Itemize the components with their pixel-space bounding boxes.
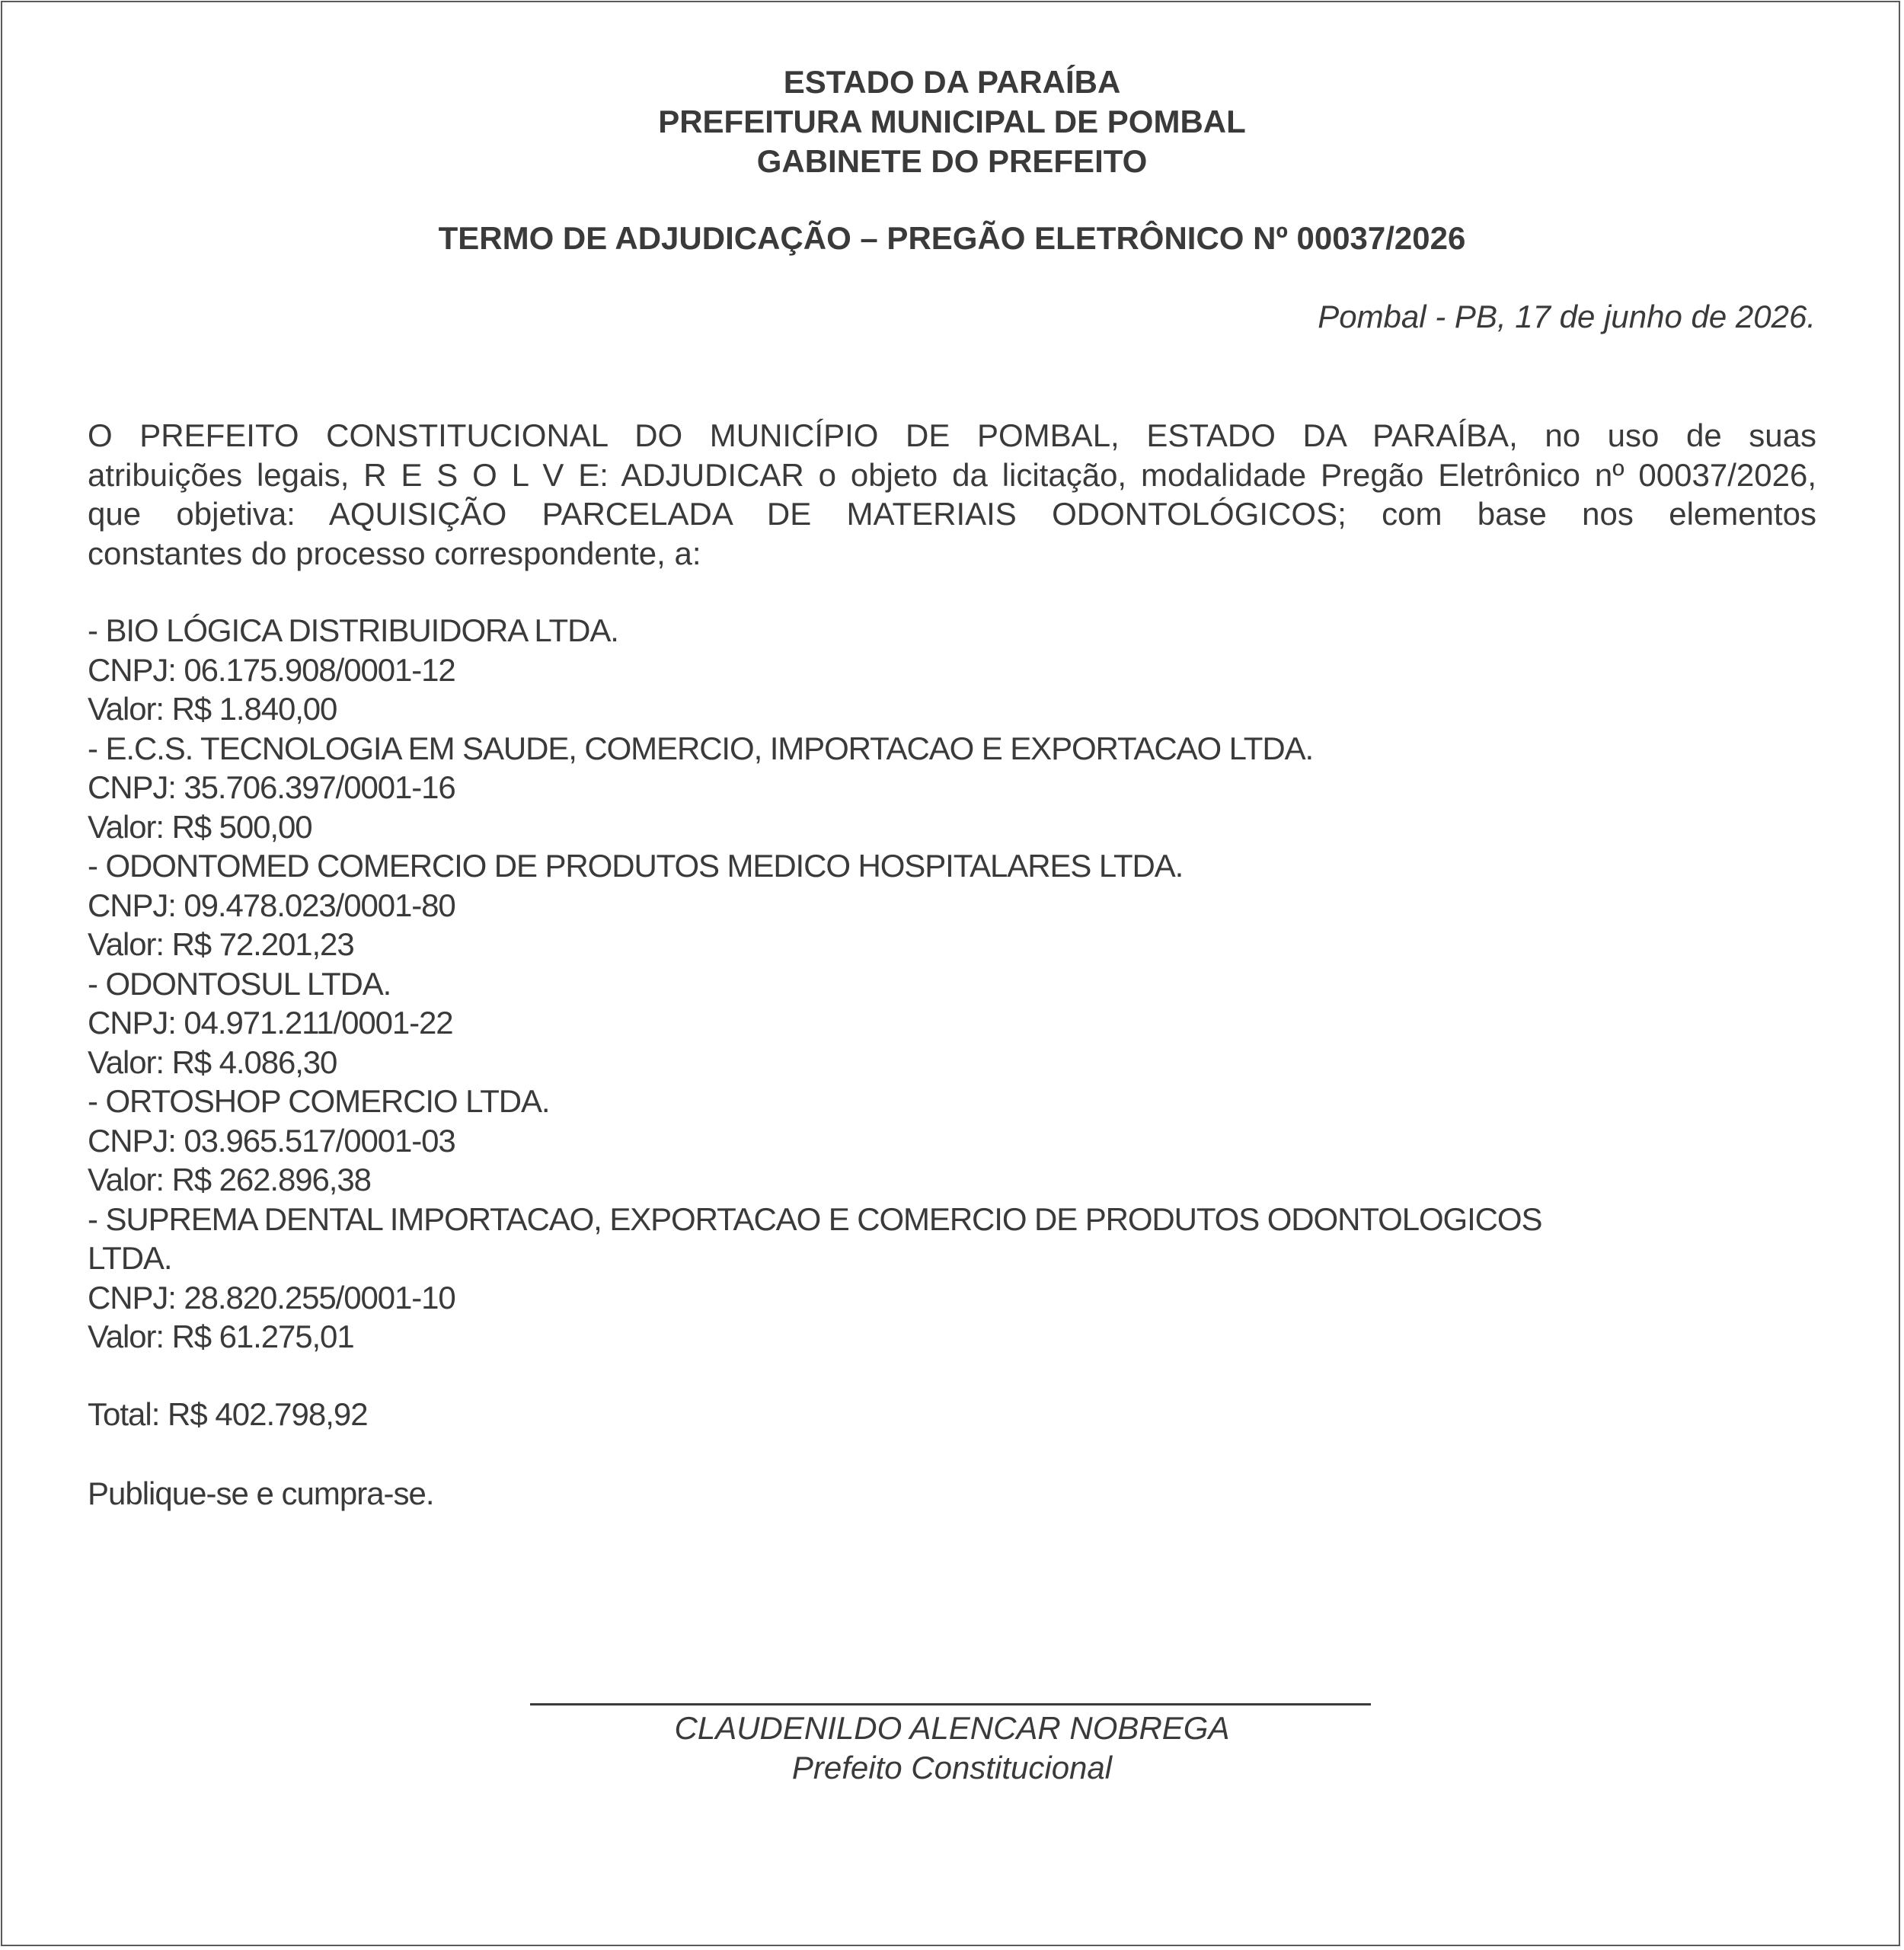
company-name: - ORTOSHOP COMERCIO LTDA. (88, 1083, 550, 1119)
resolution-paragraph (88, 416, 1816, 573)
header-gabinete: GABINETE DO PREFEITO (756, 143, 1148, 179)
document-title: TERMO DE ADJUDICAÇÃO – PREGÃO ELETRÔNICO Nº 00037/2026 (438, 220, 1466, 256)
header-prefeitura: PREFEITURA MUNICIPAL DE POMBAL (658, 104, 1246, 139)
company-name-continued: LTDA. (88, 1240, 172, 1276)
total-value: Total: R$ 402.798,92 (88, 1396, 368, 1432)
signatory-role: Prefeito Constitucional (791, 1750, 1113, 1785)
company-cnpj: CNPJ: 06.175.908/0001-12 (88, 651, 455, 688)
document-header (0, 62, 1904, 181)
company-name: - ODONTOMED COMERCIO DE PRODUTOS MEDICO HOSPITALARES LTDA. (88, 848, 1184, 884)
company-value: Valor: R$ 262.896,38 (88, 1162, 371, 1197)
company-name: - SUPREMA DENTAL IMPORTACAO, EXPORTACAO E COMERCIO DE PRODUTOS ODONTOLOGICOS (88, 1200, 1542, 1237)
company-value: Valor: R$ 61.275,01 (88, 1319, 354, 1354)
signature-line (530, 1703, 1371, 1705)
paragraph-line: atribuições legais, R E S O L V E: ADJUDICAR o objeto da licitação, modalidade Pregão Eletrônico nº 00037/2026, (88, 456, 1816, 493)
company-cnpj: CNPJ: 28.820.255/0001-10 (88, 1279, 455, 1315)
company-cnpj: CNPJ: 04.971.211/0001-22 (88, 1005, 453, 1041)
company-name: - ODONTOSUL LTDA. (88, 965, 391, 1002)
company-name: - BIO LÓGICA DISTRIBUIDORA LTDA. (88, 612, 618, 648)
adjudicated-companies-list (88, 611, 1816, 1357)
company-cnpj: CNPJ: 09.478.023/0001-80 (88, 887, 455, 923)
paragraph-line: O PREFEITO CONSTITUCIONAL DO MUNICÍPIO DE POMBAL, ESTADO DA PARAÍBA, no uso de suas (88, 417, 1816, 453)
company-cnpj: CNPJ: 03.965.517/0001-03 (88, 1122, 455, 1159)
signatory-name: CLAUDENILDO ALENCAR NOBREGA (674, 1710, 1230, 1746)
company-value: Valor: R$ 1.840,00 (88, 691, 337, 727)
company-value: Valor: R$ 72.201,23 (88, 926, 354, 962)
paragraph-line: que objetiva: AQUISIÇÃO PARCELADA DE MATERIAIS ODONTOLÓGICOS; com base nos elementos (88, 496, 1816, 532)
company-value: Valor: R$ 500,00 (88, 808, 312, 845)
company-value: Valor: R$ 4.086,30 (88, 1044, 337, 1080)
company-cnpj: CNPJ: 35.706.397/0001-16 (88, 769, 455, 805)
document-date: Pombal - PB, 17 de junho de 2026. (1318, 299, 1816, 334)
closing-statement: Publique-se e cumpra-se. (88, 1475, 434, 1511)
paragraph-line: constantes do processo correspondente, a: (88, 535, 701, 571)
company-name: - E.C.S. TECNOLOGIA EM SAUDE, COMERCIO, IMPORTACAO E EXPORTACAO LTDA. (88, 730, 1314, 766)
header-state: ESTADO DA PARAÍBA (783, 64, 1121, 100)
